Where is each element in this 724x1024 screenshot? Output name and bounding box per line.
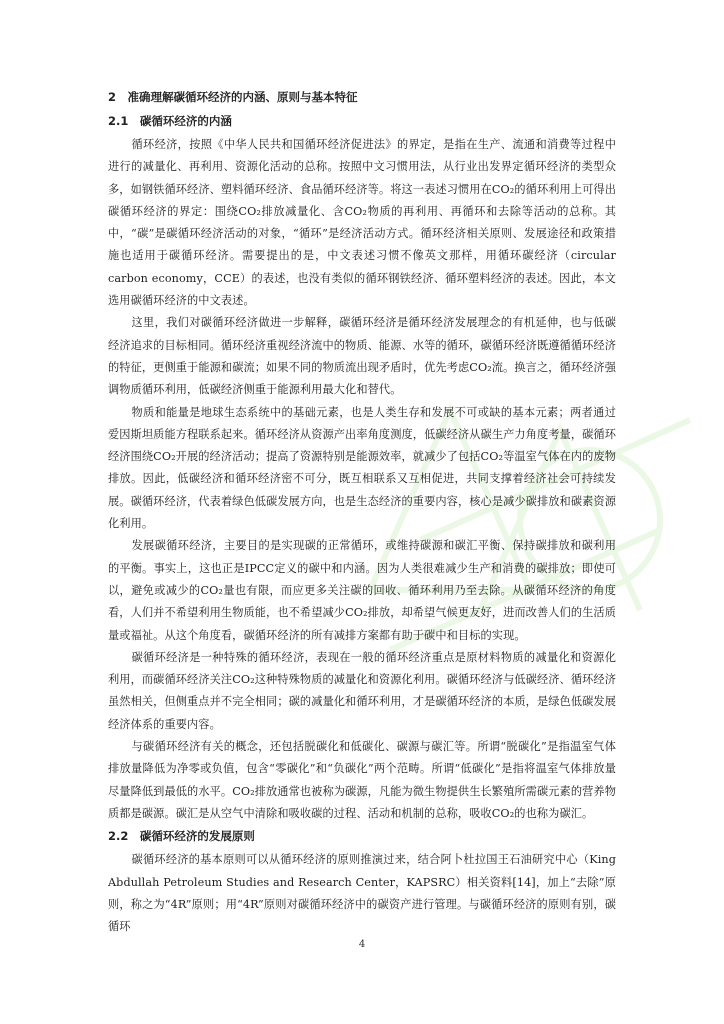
paragraph: 与碳循环经济有关的概念，还包括脱碳化和低碳化、碳源与碳汇等。所谓“脱碳化”是指温室气体排放量降低为净零或负值，包含“零碳化”和“负碳化”两个范畴。所谓“低碳化”是指将温室气体排放量尽量降低到最低的水平。CO₂排放通常也被称为碳源，凡能为微生物提供生长繁殖所需碳元素的营养物质都是碳源。碳汇是从空气中清除和吸收碳的过程、活动和机制的总称，吸收CO₂的也称为碳汇。 xyxy=(108,740,616,820)
paragraph: 物质和能量是地球生态系统中的基础元素，也是人类生存和发展不可或缺的基本元素；两者通过爱因斯坦质能方程联系起来。循环经济从资源产出率角度测度，低碳经济从碳生产力角度考量，碳循环经济围绕CO₂开展的经济活动；提高了资源特别是能源效率，就减少了包括CO₂等温室气体在内的废物排放。因此，低碳经济和循环经济密不可分，既互相联系又互相促进，共同支撑着经济社会可持续发展。碳循环经济，代表着绿色低碳发展方向，也是生态经济的重要内容，核心是减少碳排放和碳素资源化利用。 xyxy=(108,405,616,531)
subsection-heading-2-1: 2.1 碳循环经济的内涵 xyxy=(108,114,232,128)
document-body xyxy=(108,88,616,938)
paragraph: 碳循环经济的基本原则可以从循环经济的原则推演过来，结合阿卜杜拉国王石油研究中心（King Abdullah Petroleum Studies and Research Center，KAPSRC）相关资料[14]，加上“去除”原则，称之为“4R”原则；用“4R”原则对碳循环经济中的碳资产进行管理。与碳循环经济的原则有别，碳循环 xyxy=(108,853,616,934)
paragraph: 发展碳循环经济，主要目的是实现碳的正常循环，或维持碳源和碳汇平衡、保持碳排放和碳利用的平衡。事实上，这也正是IPCC定义的碳中和内涵。因为人类很难减少生产和消费的碳排放；即使可以，避免或减少的CO₂量也有限，而应更多关注碳的回收、循环利用乃至去除。从碳循环经济的角度看，人们并不希望利用生物质能，也不希望减少CO₂排放，却希望气候更友好，进而改善人们的生活质量或福祉。从这个角度看，碳循环经济的所有减排方案都有助于碳中和目标的实现。 xyxy=(108,539,616,642)
subsection-heading-2-2: 2.2 碳循环经济的发展原则 xyxy=(108,829,255,844)
page-number: 4 xyxy=(358,939,366,950)
paragraph: 这里，我们对碳循环经济做进一步解释，碳循环经济是循环经济发展理念的有机延伸，也与低碳经济追求的目标相同。循环经济重视经济流中的物质、能源、水等的循环，碳循环经济既遵循循环经济的特征，更侧重于能源和碳流；如果不同的物质流出现矛盾时，优先考虑CO₂流。换言之，循环经济强调物质循环利用，低碳经济侧重于能源利用最大化和替代。 xyxy=(108,316,616,397)
paragraph: 碳循环经济是一种特殊的循环经济，表现在一般的循环经济重点是原材料物质的减量化和资源化利用，而碳循环经济关注CO₂这种特殊物质的减量化和资源化利用。碳循环经济与低碳经济、循环经济虽然相关，但侧重点并不完全相同；碳的减量化和循环利用，才是碳循环经济的本质，是绿色低碳发展经济体系的重要内容。 xyxy=(108,650,616,731)
paragraph: 循环经济，按照《中华人民共和国循环经济促进法》的界定，是指在生产、流通和消费等过程中进行的减量化、再利用、资源化活动的总称。按照中文习惯用法，从行业出发界定循环经济的类型众多，如钢铁循环经济、塑料循环经济、食品循环经济等。将这一表述习惯用在CO₂的循环利用上可得出碳循环经济的界定：围绕CO₂排放减量化、含CO₂物质的再利用、再循环和去除等活动的总称。其中，“碳”是碳循环经济活动的对象，“循环”是经济活动方式。循环经济相关原则、发展途径和政策措施也适用于碳循环经济。需要提出的是，中文表述习惯不像英文那样，用循环碳经济（circular carbon economy，CCE）的表述，也没有类似的循环钢铁经济、循环塑料经济的表述。因此，本文选用碳循环经济的中文表述。 xyxy=(108,138,616,308)
section-heading: 2 准确理解碳循环经济的内涵、原则与基本特征 xyxy=(108,90,358,104)
